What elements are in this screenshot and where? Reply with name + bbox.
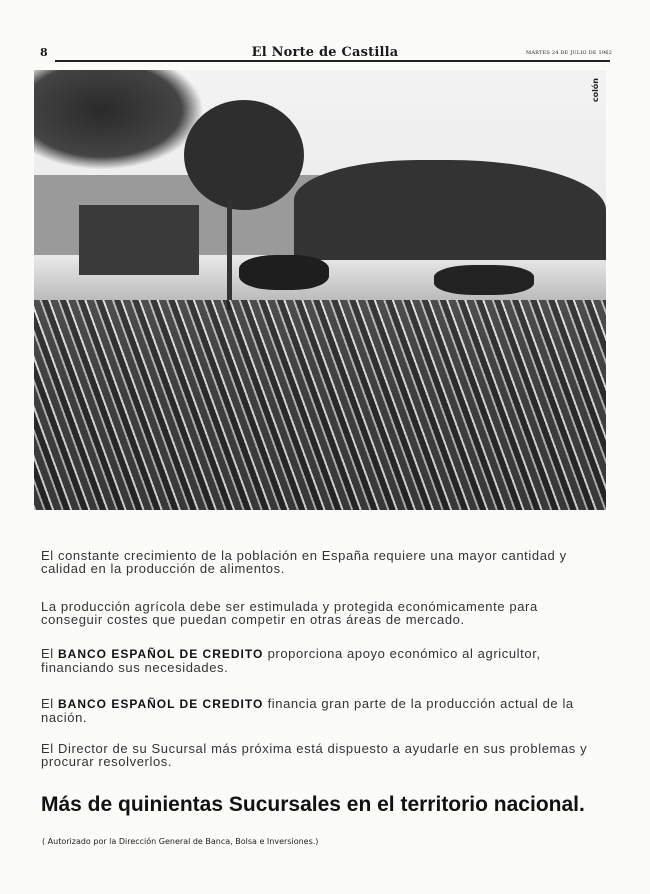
paragraph-4	[41, 697, 597, 724]
bank-name: BANCO ESPAÑOL DE CREDITO	[57, 647, 264, 661]
issue-date: MARTES 24 DE JULIO DE 1962	[526, 50, 612, 56]
p4-post: financia gran parte de la producción actual de la nación.	[41, 696, 574, 725]
cattle-right	[434, 265, 534, 295]
paragraph-1: El constante crecimiento de la población en España requiere una mayor cantidad y calidad en la producción de alimentos.	[41, 548, 567, 576]
trees-right	[294, 160, 606, 260]
paragraph-3	[41, 647, 597, 674]
tree-canopy-left	[34, 70, 204, 170]
headline: Más de quinientas Sucursales en el territorio nacional.	[41, 793, 585, 816]
oxen	[239, 255, 329, 290]
paragraph-2: La producción agrícola debe ser estimulada y protegida económicamente para conseguir costes que puedan competir en otras áreas de mercado.	[41, 599, 538, 627]
photo-credit: colón	[591, 78, 600, 103]
paragraph-5: El Director de su Sucursal más próxima está dispuesto a ayudarle en sus problemas y procurar resolverlos.	[41, 741, 588, 769]
page-number: 8	[40, 46, 48, 59]
bank-name: BANCO ESPAÑOL DE CREDITO	[57, 697, 264, 711]
tree-trunk	[227, 200, 232, 310]
farm-machine	[79, 205, 199, 275]
farm-photo	[34, 70, 606, 510]
masthead: El Norte de Castilla	[251, 45, 399, 60]
p3-pre: El	[41, 646, 54, 661]
tall-grass	[34, 300, 606, 510]
tree-center	[184, 100, 304, 210]
p3-post: proporciona apoyo económico al agricultor, financiando sus necesidades.	[41, 646, 541, 675]
p4-pre: El	[41, 696, 54, 711]
header-rule	[55, 60, 610, 62]
authorization-note: ( Autorizado por la Dirección General de Banca, Bolsa e Inversiones.)	[42, 837, 319, 846]
